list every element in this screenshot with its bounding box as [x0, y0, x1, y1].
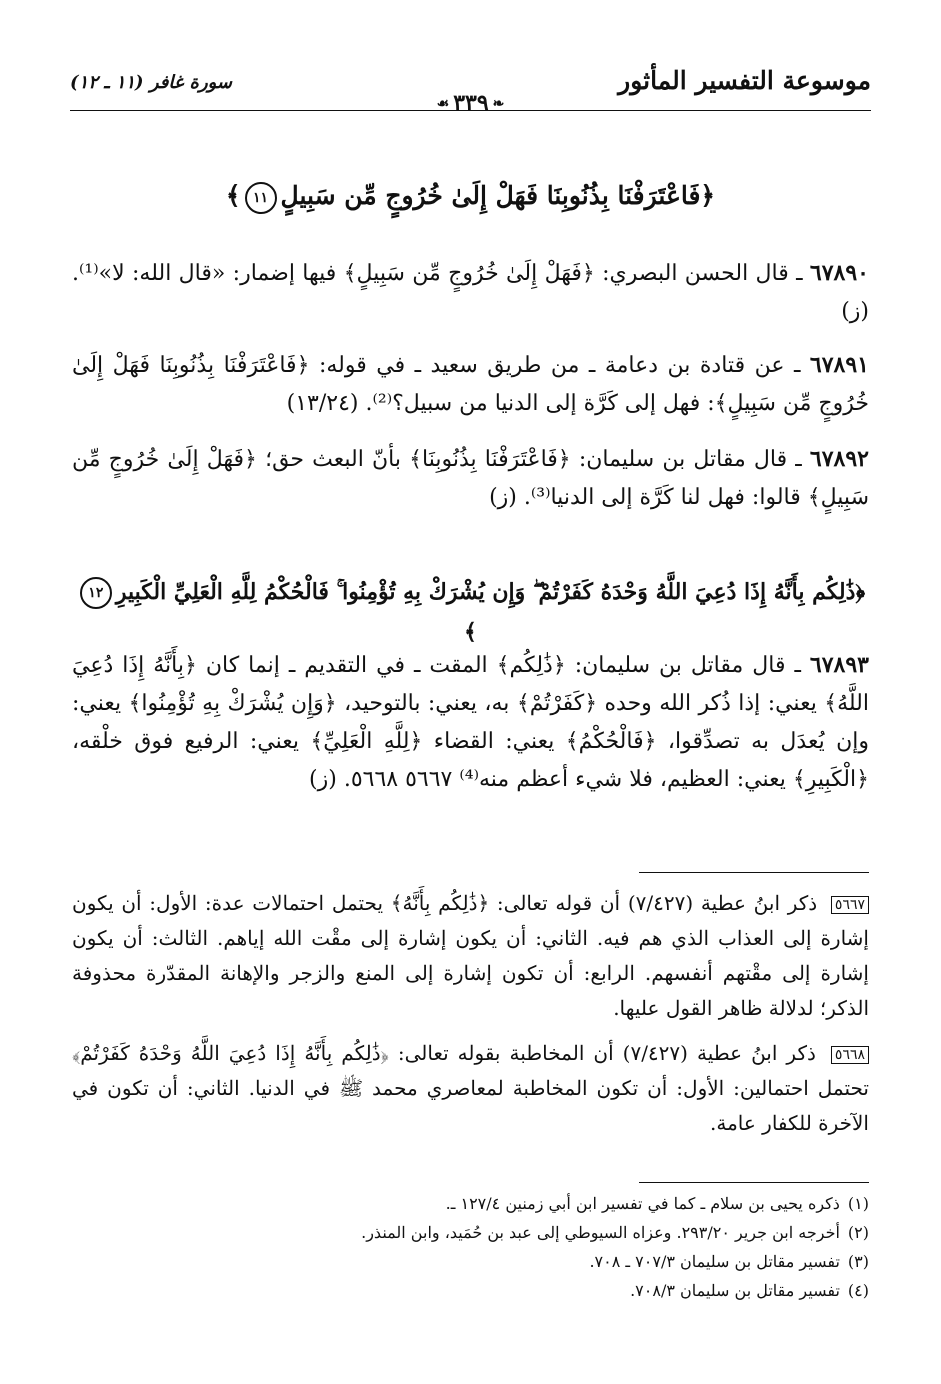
footnote [72, 1190, 869, 1218]
note-text: ذكر ابنُ عطية (٧/٤٢٧) أن قوله تعالى: ﴿ذَٰلِكُم بِأَنَّهُ﴾ يحتمل احتمالات عدة: الأول: أن يكون إشارة إلى العذاب الذي هم فيه. الثاني: أن يكون إشارة إلى مقْت الله إياهم. الثالث: أن يكون إشارة إلى مقْتهم أنفسهم. الرابع: أن تكون إشارة إلى المنع والزجر والإهانة المقدّرة محذوفة الذكر؛ لدلالة ظاهر القول عليها. [72, 891, 869, 1020]
page-number [70, 90, 871, 116]
narration-paragraph [72, 440, 869, 517]
footnote-text: أخرجه ابن جرير ٢٩٣/٢٠. وعزاه السيوطي إلى عبد بن حُمَيد، وابن المنذر. [361, 1223, 840, 1242]
narration-number: ٦٧٨٩٣ [809, 652, 869, 678]
verse-number-badge: ١١ [245, 182, 277, 214]
note-text: ذكر ابنُ عطية (٧/٤٢٧) أن المخاطبة بقوله تعالى: ﴿ذَٰلِكُم بِأَنَّهُ إِذَا دُعِيَ اللَّهُ وَحْدَهُ كَفَرْتُمْ﴾ تحتمل احتمالين: الأول: أن تكون المخاطبة لمعاصري محمد ﷺ في الدنيا. الثاني: أن تكون في الآخرة للكفار عامة. [72, 1041, 869, 1135]
footnote [72, 1219, 869, 1247]
footnote-number: (٢) [847, 1223, 869, 1242]
footnotes [72, 1190, 869, 1306]
note-reference-box: ٥٦٦٧ [831, 896, 869, 914]
footnote-number: (٤) [847, 1281, 869, 1300]
ornament-icon: ☙ [436, 96, 450, 112]
footnote-text: تفسير مقاتل بن سليمان ٧٠٨/٣. [630, 1281, 840, 1300]
verse-number-badge: ١٢ [80, 577, 112, 609]
narration-paragraph [72, 346, 869, 423]
narration-paragraph [72, 254, 869, 331]
book-title: موسوعة التفسير المأثور [618, 66, 871, 95]
footnote [72, 1248, 869, 1276]
verse-close-bracket: ﴾ [464, 619, 477, 645]
narration-number: ٦٧٨٩٠ [809, 260, 869, 286]
footnotes-divider [639, 1182, 869, 1183]
verse-text: ﴿فَاعْتَرَفْنَا بِذُنُوبِنَا فَهَلْ إِلَىٰ خُرُوجٍ مِّن سَبِيلٍ [280, 181, 716, 210]
narration-number: ٦٧٨٩١ [809, 352, 869, 378]
quran-verse [70, 176, 871, 216]
footnote [72, 1277, 869, 1305]
footnote-number: (١) [847, 1194, 869, 1213]
page-number-value: ٣٣٩ [453, 90, 489, 116]
narration-number: ٦٧٨٩٢ [809, 446, 869, 472]
verse-text: ﴿ذَٰلِكُم بِأَنَّهُ إِذَا دُعِيَ اللَّهُ وَحْدَهُ كَفَرْتُمْ ۖ وَإِن يُشْرَكْ بِهِ تُؤْمِنُوا ۚ فَالْحُكْمُ لِلَّهِ الْعَلِيِّ الْكَبِيرِ [115, 579, 866, 605]
page-header [70, 62, 871, 122]
ornament-icon: ❧ [492, 96, 505, 112]
note-reference-box: ٥٦٦٨ [831, 1046, 869, 1064]
narration-text: ـ قال مقاتل بن سليمان: ﴿فَاعْتَرَفْنَا بِذُنُوبِنَا﴾ بأنّ البعث حق؛ ﴿فَهَلْ إِلَىٰ خُرُوجٍ مِّن سَبِيلٍ﴾ قالوا: فهل لنا كَرَّة إلى الدنيا⁽³⁾. (ز) [72, 447, 869, 510]
narration-paragraph [72, 646, 869, 799]
footnote-number: (٣) [847, 1252, 869, 1271]
surah-reference: سورة غافر (١١ ـ ١٢) [70, 72, 233, 93]
footnote-text: تفسير مقاتل بن سليمان ٧٠٧/٣ ـ ٧٠٨. [589, 1252, 840, 1271]
notes-divider [639, 872, 869, 873]
narration-text: ـ عن قتادة بن دعامة ـ من طريق سعيد ـ في قوله: ﴿فَاعْتَرَفْنَا بِذُنُوبِنَا فَهَلْ إِلَىٰ خُرُوجٍ مِّن سَبِيلٍ﴾: فهل إلى كَرَّة إلى الدنيا من سبيل؟⁽²⁾. (١٣/٢٤) [72, 353, 869, 416]
commentary-note [72, 1036, 869, 1141]
narration-text: ـ قال مقاتل بن سليمان: ﴿ذَٰلِكُم﴾ المقت ـ في التقديم ـ إنما كان ﴿بِأَنَّهُ إِذَا دُعِيَ اللَّهُ﴾ يعني: إذا ذُكر الله وحده ﴿كَفَرْتُمْ﴾ به، يعني: بالتوحيد، ﴿وَإِن يُشْرَكْ بِهِ تُؤْمِنُوا﴾ يعني: وإن يُعدَل به تصدِّقوا، ﴿فَالْحُكْمُ﴾ يعني: القضاء ﴿لِلَّهِ الْعَلِيِّ﴾ يعني: الرفيع فوق خلْقه، ﴿الْكَبِيرِ﴾ يعني: العظيم، فلا شيء أعظم منه⁽⁴⁾ ٥٦٦٧ ٥٦٦٨. (ز) [72, 653, 869, 792]
commentary-note [72, 886, 869, 1026]
quran-verse [70, 572, 871, 652]
narration-text: ـ قال الحسن البصري: ﴿فَهَلْ إِلَىٰ خُرُوجٍ مِّن سَبِيلٍ﴾ فيها إضمار: «قال الله: لا»⁽¹⁾. (ز) [72, 261, 869, 324]
header-divider [70, 110, 871, 111]
verse-close-bracket: ﴾ [225, 181, 241, 210]
footnote-text: ذكره يحيى بن سلام ـ كما في تفسير ابن أبي زمنين ١٢٧/٤ ـ. [445, 1194, 840, 1213]
